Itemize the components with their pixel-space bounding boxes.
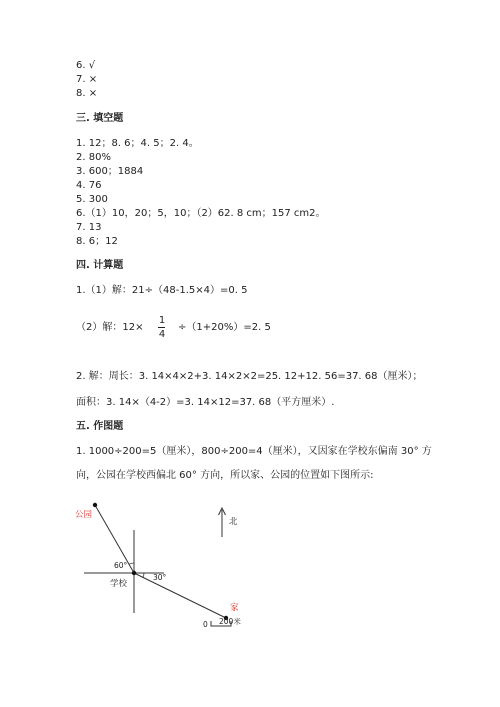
judge-item-6: 6. √	[76, 60, 96, 71]
calc-question-2-prefix: （2）解：12×	[76, 322, 144, 333]
fill-item-4: 4. 76	[76, 180, 102, 191]
park-point	[93, 503, 97, 507]
label-scale-zero: 0	[203, 620, 208, 629]
label-north: 北	[229, 517, 238, 527]
fill-item-6: 6.（1）10，20；5，10；（2）62. 8 cm；157 cm2。	[76, 208, 326, 219]
label-angle-30: 30°	[153, 573, 167, 582]
section-heading-draw: 五. 作图题	[76, 421, 124, 432]
fill-item-5: 5. 300	[76, 194, 108, 205]
judge-item-7: 7. ×	[76, 74, 98, 85]
fill-item-8: 8. 6；12	[76, 236, 118, 247]
label-angle-60: 60°	[114, 561, 128, 570]
calc-question-3-line1: 2. 解：周长：3. 14×4×2+3. 14×2×2=25. 12+12. 56=37. 68（厘米）；	[76, 371, 423, 382]
calc-question-3-line2: 面积：3. 14×（4-2）=3. 14×12=37. 68（平方厘米）.	[76, 397, 335, 408]
fraction-denominator: 4	[158, 329, 166, 340]
calc-question-1: 1.（1）解：21÷（48-1.5×4）=0. 5	[76, 285, 248, 296]
label-home: 家	[230, 603, 239, 613]
fill-item-7: 7. 13	[76, 222, 102, 233]
draw-text-line1: 1. 1000÷200=5（厘米），800÷200=4（厘米），又因家在学校东偏南 30° 方	[76, 446, 432, 457]
judge-item-8: 8. ×	[76, 88, 98, 99]
line-school-to-home	[134, 573, 226, 618]
label-school: 学校	[110, 579, 128, 589]
fill-item-3: 3. 600；1884	[76, 166, 144, 177]
draw-text-line2: 向，公园在学校西偏北 60° 方向，所以家、公园的位置如下图所示:	[76, 470, 374, 481]
fill-item-2: 2. 80%	[76, 152, 111, 163]
section-heading-calc: 四. 计算题	[76, 260, 124, 271]
school-point	[132, 571, 136, 575]
section-heading-fill: 三. 填空题	[76, 113, 124, 124]
label-scale-200: 200米	[219, 617, 241, 626]
calc-question-2-suffix: ÷（1+20%）=2. 5	[178, 322, 271, 333]
angle-arc-60	[129, 563, 134, 564]
fraction-numerator: 1	[158, 315, 166, 326]
label-park: 公园	[75, 510, 93, 520]
fill-item-1: 1. 12；8. 6；4. 5；2. 4。	[76, 138, 199, 149]
